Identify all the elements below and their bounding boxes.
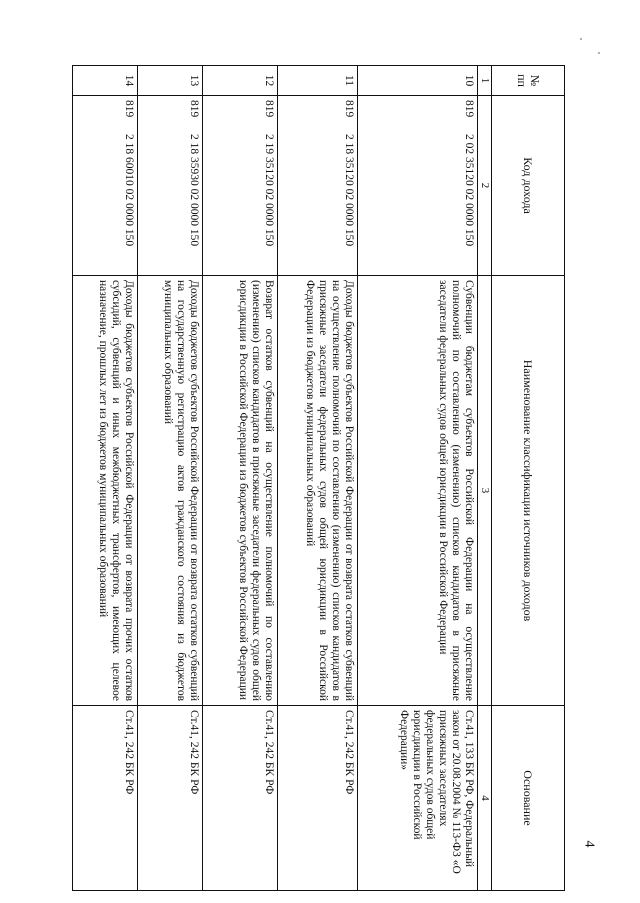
column-number-row [478, 66, 492, 891]
basis-text: Ст.41, 242 БК РФ [278, 706, 358, 891]
classification-name: Возврат остатков субвенций на осуществление полномочий по составлению (изменению) списков кандидатов в присяжные заседатели федеральных судов общей юрисдикции в Российской Федерации из бюджетов субъектов Российской Федерации [203, 276, 278, 706]
classification-name: Доходы бюджетов субъектов Российской Федерации от возврата остатков субвенций на осуществление полномочий по составлению (изменению) списков кандидатов в присяжные заседатели федеральных судов общей юрисдикции в Российской Федерации из бюджетов муниципальных образований [278, 276, 358, 706]
row-number: 11 [278, 66, 358, 96]
admin-code: 819 [343, 100, 355, 118]
admin-code: 819 [463, 100, 475, 118]
revenue-code-cell [73, 96, 138, 276]
revenue-classification-table [72, 65, 565, 891]
admin-code: 819 [123, 100, 135, 118]
table-row [73, 66, 138, 891]
header-name: Наименование классификации источников доходов [492, 276, 565, 706]
header-num: № пп [492, 66, 565, 96]
classification-name: Субвенции бюджетам субъектов Российской Федерации на осуществление полномочий по составлению (изменению) списков кандидатов в присяжные заседатели федеральных судов общей юрисдикции в Российской Федерации [358, 276, 478, 706]
row-number: 10 [358, 66, 478, 96]
scan-speck [580, 38, 582, 40]
revenue-code: 2 19 35120 02 0000 150 [263, 134, 275, 247]
basis-text: Ст.41, 242 БК РФ [203, 706, 278, 891]
header-code: Код дохода [492, 96, 565, 276]
table-row [203, 66, 278, 891]
revenue-code-cell [138, 96, 203, 276]
revenue-code-cell [358, 96, 478, 276]
header-row [492, 66, 565, 891]
revenue-code: 2 02 35120 02 0000 150 [463, 134, 475, 247]
table-row [278, 66, 358, 891]
revenue-code-cell [203, 96, 278, 276]
revenue-code: 2 18 35930 02 0000 150 [188, 134, 200, 247]
table-row [138, 66, 203, 891]
rotated-page-content [75, 65, 565, 890]
classification-name: Доходы бюджетов субъектов Российской Федерации от возврата прочих остатков субсидий, субвенций и иных межбюджетных трансфертов, имеющих целевое назначение, прошлых лет из бюджетов муниципальных образований [73, 276, 138, 706]
header-basis: Основание [492, 706, 565, 891]
column-number: 3 [478, 276, 492, 706]
scan-speck [598, 52, 600, 54]
page-number: 4 [581, 840, 597, 848]
column-number: 4 [478, 706, 492, 891]
classification-name: Доходы бюджетов субъектов Российской Федерации от возврата остатков субвенций на государственную регистрацию актов гражданского состояния из бюджетов муниципальных образований [138, 276, 203, 706]
basis-text: Ст.41, 242 БК РФ [138, 706, 203, 891]
revenue-code: 2 18 35120 02 0000 150 [343, 134, 355, 247]
column-number: 2 [478, 96, 492, 276]
row-number: 13 [138, 66, 203, 96]
column-number: 1 [478, 66, 492, 96]
table-row [358, 66, 478, 891]
row-number: 14 [73, 66, 138, 96]
basis-text: Ст.41, 133 БК РФ, Федеральный закон от 20.08.2004 № 113-ФЗ «О присяжных заседателях федеральных судов общей юрисдикции в Российской Федерации» [358, 706, 478, 891]
basis-text: Ст.41, 242 БК РФ [73, 706, 138, 891]
admin-code: 819 [188, 100, 200, 118]
revenue-code: 2 18 60010 02 0000 150 [123, 134, 135, 247]
admin-code: 819 [263, 100, 275, 118]
revenue-code-cell [278, 96, 358, 276]
row-number: 12 [203, 66, 278, 96]
